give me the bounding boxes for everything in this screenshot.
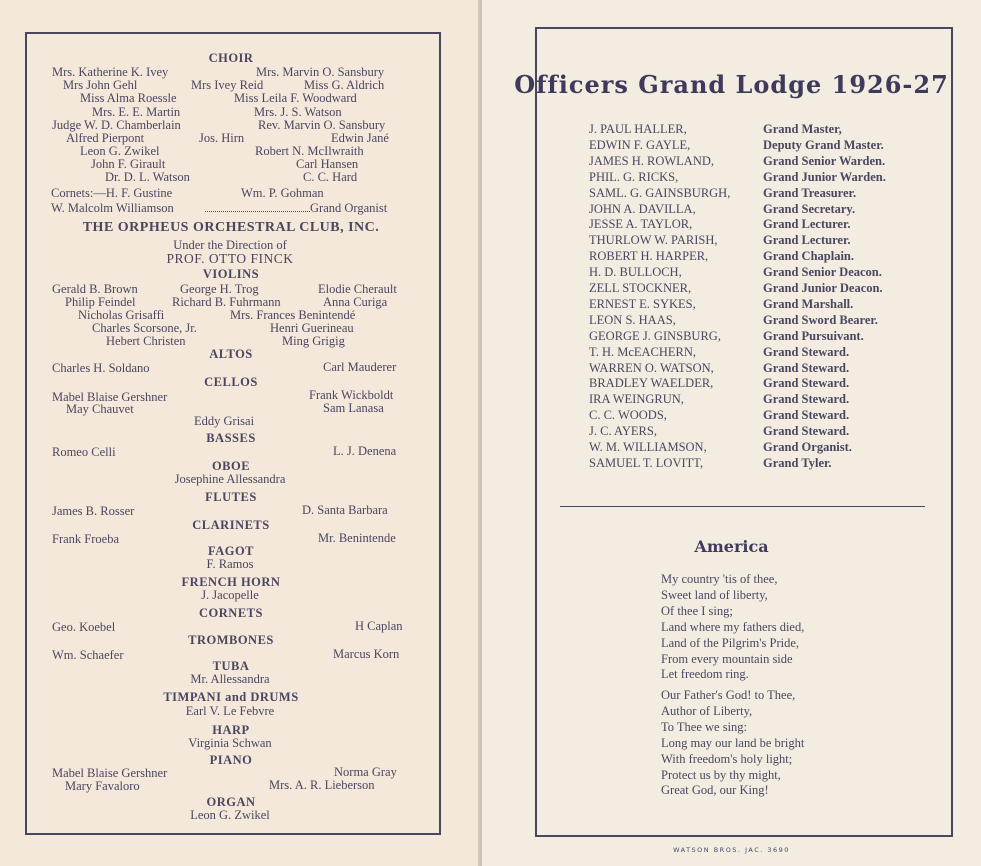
- tuba-player: Mr. Allessandra: [190, 672, 270, 686]
- officer-title: Grand Steward.: [763, 361, 850, 375]
- officer-title: Grand Senior Warden.: [763, 154, 886, 168]
- officer-title: Grand Steward.: [763, 424, 850, 438]
- organist-name: W. Malcolm Williamson: [51, 201, 174, 215]
- officer-name: THURLOW W. PARISH,: [589, 233, 718, 247]
- oboe-player: Josephine Allessandra: [174, 472, 286, 486]
- choir-member: Jos. Hirn: [199, 131, 245, 145]
- choir-member: Mrs. Marvin O. Sansbury: [256, 65, 385, 79]
- officer-title: Grand Treasurer.: [763, 186, 857, 200]
- cornet-player: H Caplan: [355, 619, 403, 633]
- violinist: Mrs. Frances Benintendé: [230, 308, 356, 322]
- piano-heading: PIANO: [209, 753, 253, 767]
- flute-player: D. Santa Barbara: [302, 503, 388, 517]
- cellist: Mabel Blaise Gershner: [52, 390, 168, 404]
- choir-member: Edwin Jané: [331, 131, 389, 145]
- violinist: George H. Trog: [180, 282, 259, 296]
- officer-name: ZELL STOCKNER,: [589, 281, 692, 295]
- bass-player: L. J. Denena: [333, 444, 397, 458]
- organ-heading: ORGAN: [206, 795, 256, 809]
- violinist: Nicholas Grisaffi: [78, 308, 165, 322]
- pianist: Mary Favaloro: [65, 779, 140, 793]
- director-name: PROF. OTTO FINCK: [166, 251, 294, 266]
- choir-member: Alfred Pierpont: [66, 131, 145, 145]
- verse-line: Author of Liberty,: [661, 704, 753, 718]
- officer-title: Grand Chaplain.: [763, 249, 855, 263]
- dotted-leader: [205, 211, 310, 212]
- verse-line: Land where my fathers died,: [661, 620, 805, 634]
- officer-name: J. PAUL HALLER,: [589, 122, 687, 136]
- anthem-title: America: [694, 537, 769, 556]
- officer-title: Grand Secretary.: [763, 202, 856, 216]
- choir-member: Rev. Marvin O. Sansbury: [258, 118, 386, 132]
- officer-name: IRA WEINGRUN,: [589, 392, 684, 406]
- officer-name: JOHN A. DAVILLA,: [589, 202, 696, 216]
- cellist: Frank Wickboldt: [309, 388, 394, 402]
- violinist: Henri Guerineau: [270, 321, 354, 335]
- officer-name: SAML. G. GAINSBURGH,: [589, 186, 731, 200]
- right-page: [482, 0, 981, 866]
- choir-member: Miss G. Aldrich: [304, 78, 385, 92]
- officer-name: EDWIN F. GAYLE,: [589, 138, 691, 152]
- fagot-player: F. Ramos: [206, 557, 254, 571]
- officer-name: W. M. WILLIAMSON,: [589, 440, 707, 454]
- timpani-heading: TIMPANI and DRUMS: [163, 690, 299, 704]
- choir-member: Mrs. J. S. Watson: [254, 105, 342, 119]
- clarinet-player: Mr. Benintende: [318, 531, 396, 545]
- cornets-soloist: Wm. P. Gohman: [241, 186, 324, 200]
- organ-player: Leon G. Zwikel: [190, 808, 270, 822]
- violins-heading: VIOLINS: [202, 267, 260, 281]
- french-horn-heading: FRENCH HORN: [181, 575, 281, 589]
- choir-heading: CHOIR: [208, 51, 254, 65]
- timpani-player: Earl V. Le Febvre: [185, 704, 275, 718]
- clarinets-heading: CLARINETS: [192, 518, 270, 532]
- officer-title: Grand Marshall.: [763, 297, 854, 311]
- officer-name: JESSE A. TAYLOR,: [589, 217, 693, 231]
- bass-player: Romeo Celli: [52, 445, 116, 459]
- choir-member: Mrs. Katherine K. Ivey: [52, 65, 169, 79]
- choir-member: Miss Leila F. Woodward: [234, 91, 357, 105]
- verse-line: With freedom's holy light;: [661, 752, 793, 766]
- officer-title: Grand Tyler.: [763, 456, 832, 470]
- section-divider: [560, 506, 925, 507]
- verse-line: To Thee we sing:: [661, 720, 748, 734]
- flute-player: James B. Rosser: [52, 504, 135, 518]
- officer-name: J. C. AYERS,: [589, 424, 657, 438]
- direction-line: Under the Direction of: [173, 238, 287, 252]
- choir-member: Miss Alma Roessle: [80, 91, 177, 105]
- organist-role: Grand Organist: [310, 201, 388, 215]
- officer-name: GEORGE J. GINSBURG,: [589, 329, 721, 343]
- cellos-heading: CELLOS: [204, 375, 258, 389]
- violinist: Anna Curiga: [323, 295, 388, 309]
- verse-line: Long may our land be bright: [661, 736, 805, 750]
- verse-line: My country 'tis of thee,: [661, 572, 778, 586]
- verse-line: Great God, our King!: [661, 783, 769, 797]
- flutes-heading: FLUTES: [205, 490, 257, 504]
- choir-member: Mrs Ivey Reid: [191, 78, 264, 92]
- violinist: Charles Scorsone, Jr.: [92, 321, 197, 335]
- verse-line: From every mountain side: [661, 652, 793, 666]
- clarinet-player: Frank Froeba: [52, 532, 119, 546]
- alto-player: Carl Mauderer: [323, 360, 397, 374]
- verse-line: Protect us by thy might,: [661, 768, 781, 782]
- choir-member: Mrs John Gehl: [63, 78, 138, 92]
- officers-title: Officers Grand Lodge 1926-27: [514, 70, 949, 99]
- officer-title: Grand Sword Bearer.: [763, 313, 878, 327]
- trombone-player: Wm. Schaefer: [52, 648, 124, 662]
- basses-heading: BASSES: [206, 431, 256, 445]
- violinist: Philip Feindel: [65, 295, 136, 309]
- officer-name: BRADLEY WAELDER,: [589, 376, 714, 390]
- officer-title: Deputy Grand Master.: [763, 138, 884, 152]
- pianist: Mrs. A. R. Lieberson: [269, 778, 375, 792]
- officer-title: Grand Organist.: [763, 440, 852, 454]
- choir-member: Robert N. McIlwraith: [255, 144, 364, 158]
- officer-name: JAMES H. ROWLAND,: [589, 154, 714, 168]
- violinist: Ming Grigig: [282, 334, 345, 348]
- officer-title: Grand Lecturer.: [763, 217, 851, 231]
- verse-line: Let freedom ring.: [661, 667, 749, 681]
- violinist: Gerald B. Brown: [52, 282, 138, 296]
- verse-line: Sweet land of liberty,: [661, 588, 768, 602]
- choir-member: Judge W. D. Chamberlain: [52, 118, 181, 132]
- officer-name: T. H. McEACHERN,: [589, 345, 697, 359]
- officer-name: LEON S. HAAS,: [589, 313, 676, 327]
- pianist: Norma Gray: [334, 765, 397, 779]
- verse-line: Our Father's God! to Thee,: [661, 688, 796, 702]
- verse-line: Of thee I sing;: [661, 604, 733, 618]
- officer-name: ROBERT H. HARPER,: [589, 249, 709, 263]
- officer-name: WARREN O. WATSON,: [589, 361, 714, 375]
- french-horn-player: J. Jacopelle: [201, 588, 259, 602]
- violinist: Elodie Cherault: [318, 282, 397, 296]
- pianist: Mabel Blaise Gershner: [52, 766, 168, 780]
- choir-member: Carl Hansen: [296, 157, 359, 171]
- printer-mark: WATSON BROS. JAC. 3690: [673, 846, 790, 854]
- harp-heading: HARP: [212, 723, 250, 737]
- verse-line: Land of the Pilgrim's Pride,: [661, 636, 800, 650]
- officer-title: Grand Lecturer.: [763, 233, 851, 247]
- officer-title: Grand Senior Deacon.: [763, 265, 882, 279]
- cellist: May Chauvet: [66, 402, 134, 416]
- officer-title: Grand Steward.: [763, 408, 850, 422]
- officer-title: Grand Steward.: [763, 345, 850, 359]
- trombone-player: Marcus Korn: [333, 647, 400, 661]
- cornet-player: Geo. Koebel: [52, 620, 116, 634]
- harp-player: Virginia Schwan: [188, 736, 272, 750]
- officer-title: Grand Steward.: [763, 376, 850, 390]
- officer-name: ERNEST E. SYKES,: [589, 297, 696, 311]
- officer-name: PHIL. G. RICKS,: [589, 170, 679, 184]
- officer-name: SAMUEL T. LOVITT,: [589, 456, 704, 470]
- choir-member: Leon G. Zwikel: [80, 144, 160, 158]
- alto-player: Charles H. Soldano: [52, 361, 150, 375]
- cornets-heading: CORNETS: [199, 606, 263, 620]
- cellist: Sam Lanasa: [323, 401, 384, 415]
- club-name: THE ORPHEUS ORCHESTRAL CLUB, INC.: [82, 220, 380, 235]
- officer-title: Grand Master,: [763, 122, 842, 136]
- altos-heading: ALTOS: [209, 347, 253, 361]
- tuba-heading: TUBA: [212, 659, 250, 673]
- cellist: Eddy Grisai: [194, 414, 255, 428]
- choir-member: C. C. Hard: [303, 170, 358, 184]
- officer-title: Grand Steward.: [763, 392, 850, 406]
- oboe-heading: OBOE: [211, 459, 251, 473]
- officer-name: C. C. WOODS,: [589, 408, 667, 422]
- fagot-heading: FAGOT: [207, 544, 255, 558]
- officer-name: H. D. BULLOCH,: [589, 265, 682, 279]
- violinist: Hebert Christen: [106, 334, 186, 348]
- choir-member: Dr. D. L. Watson: [105, 170, 190, 184]
- officer-title: Grand Junior Deacon.: [763, 281, 883, 295]
- officer-title: Grand Junior Warden.: [763, 170, 886, 184]
- left-page: [0, 0, 480, 866]
- choir-member: John F. Girault: [91, 157, 166, 171]
- violinist: Richard B. Fuhrmann: [172, 295, 281, 309]
- choir-member: Mrs. E. E. Martin: [92, 105, 181, 119]
- trombones-heading: TROMBONES: [188, 633, 274, 647]
- officer-title: Grand Pursuivant.: [763, 329, 864, 343]
- cornets-soloists: Cornets:—H. F. Gustine: [51, 186, 173, 200]
